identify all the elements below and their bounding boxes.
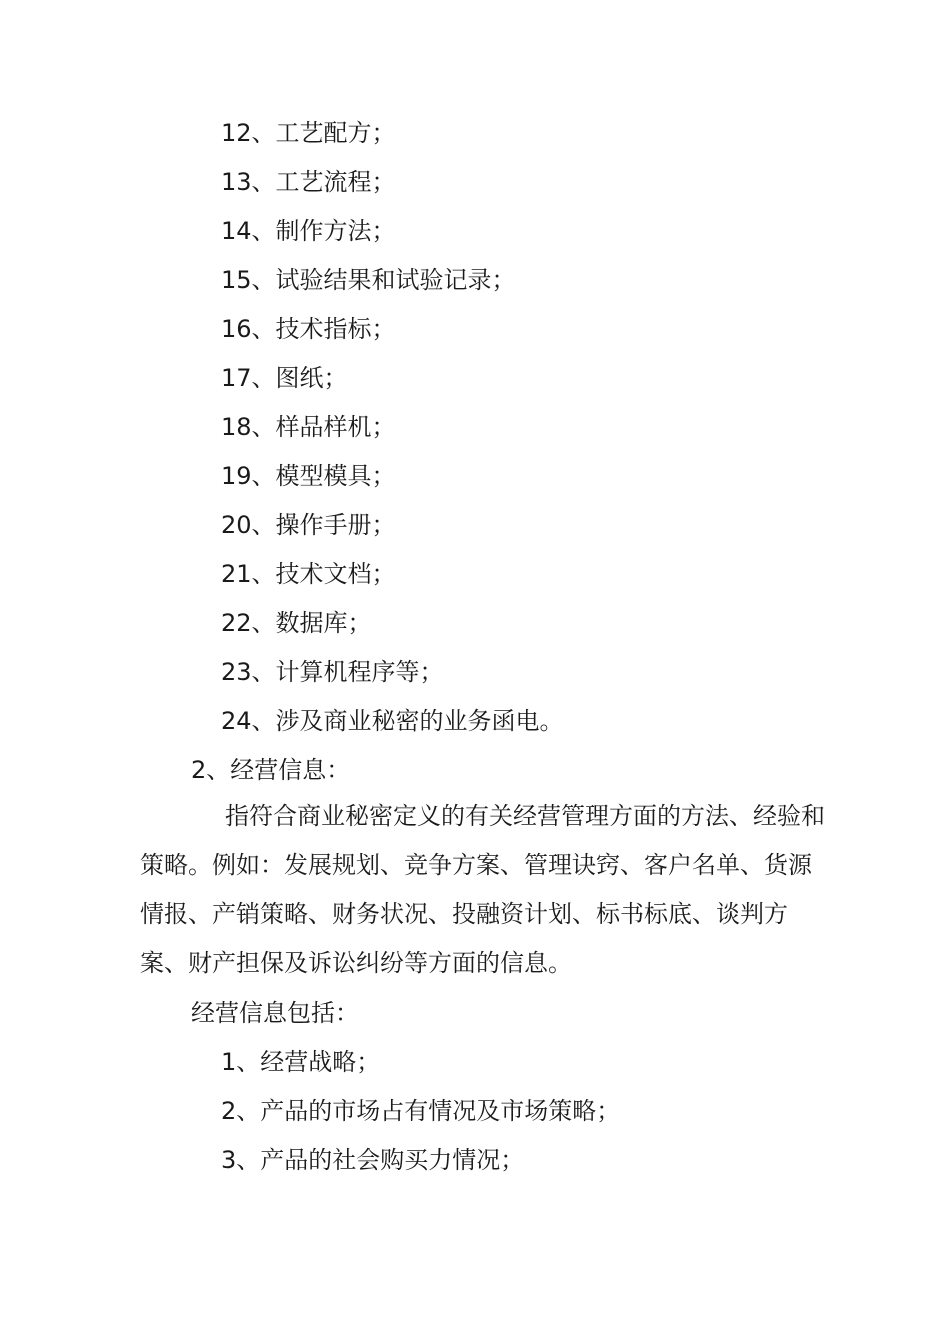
list-item-14: 14、制作方法；	[221, 217, 396, 245]
definition-paragraph: 指符合商业秘密定义的有关经营管理方面的方法、经验和策略。例如：发展规划、竞争方案、管理诀窍、客户名单、货源情报、产销策略、财务状况、投融资计划、标书标底、谈判方案、财产担保及诉讼纠纷等方面的信息。	[140, 802, 825, 977]
list-item-21: 21、技术文档；	[221, 560, 396, 588]
list-item-17: 17、图纸；	[221, 364, 348, 392]
list-item-22: 22、数据库；	[221, 609, 372, 637]
list-item-16: 16、技术指标；	[221, 315, 396, 343]
list-item-18: 18、样品样机；	[221, 413, 396, 441]
list-item-12: 12、工艺配方；	[221, 119, 396, 147]
list-item-24: 24、涉及商业秘密的业务函电。	[221, 707, 564, 735]
business-item-1: 1、经营战略；	[221, 1048, 381, 1076]
list-item-19: 19、模型模具；	[221, 462, 396, 490]
section-heading: 2、经营信息：	[191, 756, 351, 784]
includes-heading: 经营信息包括：	[191, 999, 359, 1027]
business-item-2: 2、产品的市场占有情况及市场策略；	[221, 1097, 621, 1125]
list-item-23: 23、计算机程序等；	[221, 658, 444, 686]
business-item-3: 3、产品的社会购买力情况；	[221, 1146, 525, 1174]
list-item-13: 13、工艺流程；	[221, 168, 396, 196]
list-item-20: 20、操作手册；	[221, 511, 396, 539]
list-item-15: 15、试验结果和试验记录；	[221, 266, 516, 294]
